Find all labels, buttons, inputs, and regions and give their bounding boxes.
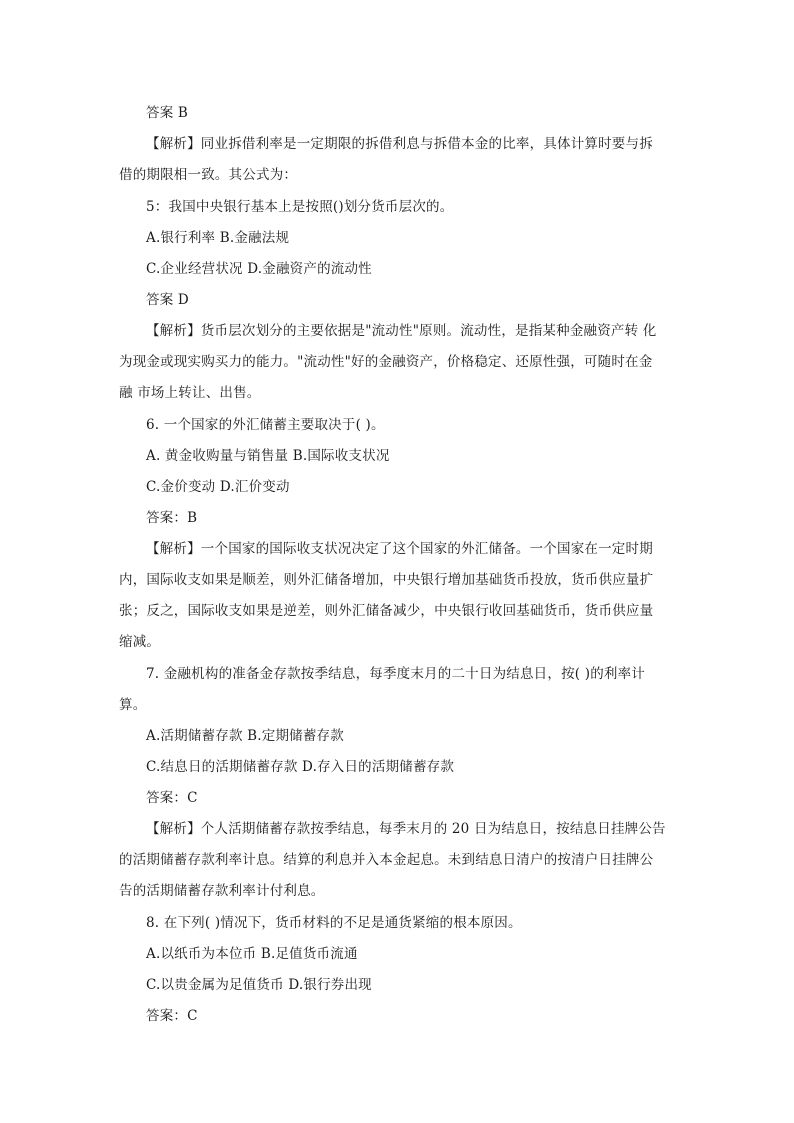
analysis-paragraph-line: 告的活期储蓄存款利率计付利息。 [119,883,325,899]
answer-line: 答案 B [146,105,189,121]
analysis-paragraph-line: 【解析】个人活期储蓄存款按季结息，每季末月的 20 日为结息日，按结息日挂牌公告 [146,821,666,837]
answer-line: 答案：C [146,790,198,806]
question-5: 5：我国中央银行基本上是按照()划分货币层次的。 [146,199,454,215]
option-line: C.结息日的活期储蓄存款 D.存入日的活期储蓄存款 [146,759,455,775]
answer-line: 答案 D [146,292,189,308]
analysis-paragraph-line: 为现金或现实购买力的能力。"流动性"好的金融资产，价格稳定、还原性强，可随时在金 [119,354,653,370]
analysis-paragraph-line: 【解析】一个国家的国际收支状况决定了这个国家的外汇储备。一个国家在一定时期 [146,541,653,557]
option-line: A.活期储蓄存款 B.定期储蓄存款 [146,728,344,744]
analysis-paragraph-line: 张；反之，国际收支如果是逆差，则外汇储备减少，中央银行收回基础货币，货币供应量 [119,603,654,619]
question-8: 8. 在下列( )情况下，货币材料的不足是通货紧缩的根本原因。 [146,915,522,931]
analysis-paragraph-line: 【解析】同业拆借利率是一定期限的拆借利息与拆借本金的比率，具体计算时要与拆 [146,136,653,152]
option-line: A.以纸币为本位币 B.足值货币流通 [146,946,358,962]
option-line: A. 黄金收购量与销售量 B.国际收支状况 [146,448,390,464]
analysis-paragraph-line: 的活期储蓄存款利率计息。结算的利息并入本金起息。未到结息日清户的按清户日挂牌公 [119,852,654,868]
question-6: 6. 一个国家的外汇储蓄主要取决于( )。 [146,417,385,433]
analysis-paragraph-line: 融 市场上转让、出售。 [119,385,261,401]
analysis-paragraph-line: 【解析】货币层次划分的主要依据是"流动性"原则。流动性，是指某种金融资产转 化 [146,323,657,339]
answer-line: 答案：C [146,1008,198,1024]
analysis-paragraph-line: 内，国际收支如果是顺差，则外汇储备增加，中央银行增加基础货币投放，货币供应量扩 [119,572,654,588]
option-line: A.银行利率 B.金融法规 [146,230,290,246]
question-7: 7. 金融机构的准备金存款按季结息，每季度末月的二十日为结息日，按( )的利率计 [146,666,645,682]
analysis-paragraph-line: 缩减。 [119,634,161,650]
analysis-paragraph-line: 借的期限相一致。其公式为： [119,167,298,183]
option-line: C.企业经营状况 D.金融资产的流动性 [146,261,372,277]
question-7-continuation: 算。 [119,697,147,713]
option-line: C.以贵金属为足值货币 D.银行券出现 [146,977,372,993]
option-line: C.金价变动 D.汇价变动 [146,479,290,495]
answer-line: 答案：B [146,510,198,526]
